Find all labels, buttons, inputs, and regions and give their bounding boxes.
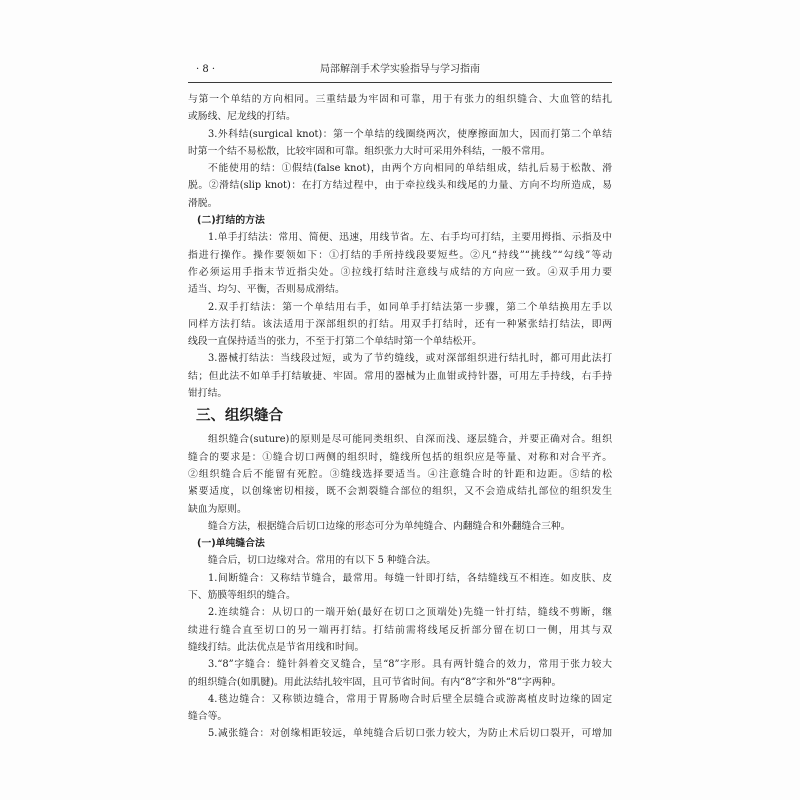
text-line: 缝合后，切口边缘对合。常用的有以下 5 种缝合法。	[208, 555, 436, 567]
paragraph-instrument-tie	[188, 350, 612, 402]
page-body	[188, 91, 612, 743]
text-line: 线段一直保持适当的张力，不至于打第二个单结时第一个单结松开。	[188, 336, 482, 348]
text-line: 或肠线、尼龙线的打结。	[188, 111, 296, 123]
text-line: 1.间断缝合：又称结节缝合，最常用。每缝一针即打结，各结缝线互不相连。如皮肤、皮	[208, 572, 612, 584]
text-line: 2.双手打结法：第一个单结用右手，如同单手打结法第一步骤，第二个单结换用左手以	[208, 301, 612, 313]
text-line: 3.器械打结法：当线段过短，或为了节约缝线，或对深部组织进行结扎时，都可用此法打	[208, 353, 612, 365]
text-line: 结；但此法不如单手打结敏捷、牢固。常用的器械为止血钳或持针器，可用左手持线，右手持	[188, 370, 612, 382]
paragraph-simple-suture-intro	[188, 552, 612, 569]
paragraph-figure-eight-suture	[188, 656, 612, 691]
paragraph-interrupted-suture	[188, 570, 612, 605]
text-line: 5.减张缝合：对创缘相距较远，单纯缝合后切口张力较大，为防止术后切口裂开，可增加	[208, 728, 612, 740]
text-line: 同样方法打结。该法适用于深部组织的打结。用双手打结时，还有一种紧张结打结法，即两	[188, 318, 612, 330]
paragraph-surgical-knot	[188, 126, 612, 161]
text-line: 脱。②滑结(slip knot)：在打方结过程中，由于牵拉线头和线尾的力量、方向不均所造成，易	[188, 180, 612, 192]
text-line: 缝线打结。此法优点是节省用线和时间。	[188, 641, 365, 653]
header-rule	[188, 82, 612, 83]
text-line: 缺血为原则。	[188, 503, 247, 515]
text-line: 3.“8”字缝合：缝针斜着交叉缝合，呈“8”字形。具有两针缝合的效力，常用于张力较大	[208, 659, 612, 671]
text-line: 与第一个单结的方向相同。三重结最为牢固和可靠，用于有张力的组织缝合、大血管的结扎	[188, 94, 612, 105]
section-heading-tissue-suture: 三、组织缝合	[196, 408, 283, 425]
paragraph-one-hand-tie	[188, 229, 612, 298]
subheading-knot-tying-methods: (二)打结的方法	[197, 215, 265, 227]
paragraph-two-hand-tie	[188, 299, 612, 351]
text-line: ②组织缝合后不能留有死腔。③缝线选择要适当。④注意缝合时的针距和边距。⑤结的松	[188, 468, 612, 480]
paragraph-blanket-suture	[188, 691, 612, 726]
text-line: 4.毯边缝合：又称锁边缝合，常用于胃肠吻合时后壁全层缝合或游离植皮时边缘的固定	[208, 693, 612, 705]
text-line: 缝合方法，根据缝合后切口边缘的形态可分为单纯缝合、内翻缝合和外翻缝合三种。	[208, 520, 571, 532]
page-number: · 8 ·	[196, 64, 216, 75]
text-line: 的组织缝合(如肌腱)。用此法结扎较牢固，且可节省时间。有内“8”字和外“8”字两种。	[188, 676, 562, 688]
text-line: 时第一个结不易松散，比较牢固和可靠。组织张力大时可采用外科结，一般不常用。	[188, 145, 551, 157]
text-line: 2.连续缝合：从切口的一端开始(最好在切口之顶端处)先缝一针打结，缝线不剪断，继	[208, 607, 612, 619]
text-line: 缝合等。	[188, 711, 228, 723]
paragraph-suture-principles	[188, 431, 612, 517]
text-line: 滑脱。	[188, 197, 218, 209]
text-line: 缝合的要求是：①缝合切口两侧的组织时，缝线所包括的组织应是等量、对称和对合平齐。	[188, 451, 612, 463]
running-header	[188, 62, 612, 78]
paragraph-continued	[188, 91, 612, 126]
running-title: 局部解剖手术学实验指导与学习指南	[320, 64, 480, 75]
text-line: 续进行缝合直至切口的另一端再打结。打结前需将线尾反折部分留在切口一侧，用其与双	[188, 624, 612, 636]
text-line: 钳打结。	[188, 388, 228, 400]
text-line: 指进行操作。操作要领如下：①打结的手所持线段要短些。②凡“持线”“挑线”“勾线”等动	[188, 249, 612, 261]
paragraph-suture-methods	[188, 518, 612, 535]
subheading-simple-suture: (一)单纯缝合法	[197, 538, 265, 550]
text-line: 紧要适度，以创缘密切相接，既不会割裂缝合部位的组织，又不会造成结扎部位的组织发生	[188, 486, 612, 498]
paragraph-continuous-suture	[188, 604, 612, 656]
text-line: 3.外科结(surgical knot)：第一个单结的线圈绕两次，使摩擦面加大，因而打第二个单结	[208, 128, 612, 140]
text-line: 下、筋膜等组织的缝合。	[188, 590, 296, 602]
text-line: 组织缝合(suture)的原则是尽可能同类组织、自深而浅、逐层缝合，并要正确对合。组织	[208, 434, 612, 446]
text-line: 1.单手打结法：常用、简便、迅速，用线节省。左、右手均可打结，主要用拇指、示指及中	[208, 232, 612, 244]
text-line: 适当、均匀、平衡，否则易成滑结。	[188, 284, 345, 296]
text-line: 作必须运用手指末节近指尖处。③拉线打结时注意线与成结的方向应一致。④双手用力要	[188, 266, 612, 278]
paragraph-invalid-knots	[188, 160, 612, 212]
paragraph-tension-suture	[188, 725, 612, 742]
text-line: 不能使用的结：①假结(false knot)，由两个方向相同的单结组成，结扎后易于松散、滑	[208, 163, 612, 175]
